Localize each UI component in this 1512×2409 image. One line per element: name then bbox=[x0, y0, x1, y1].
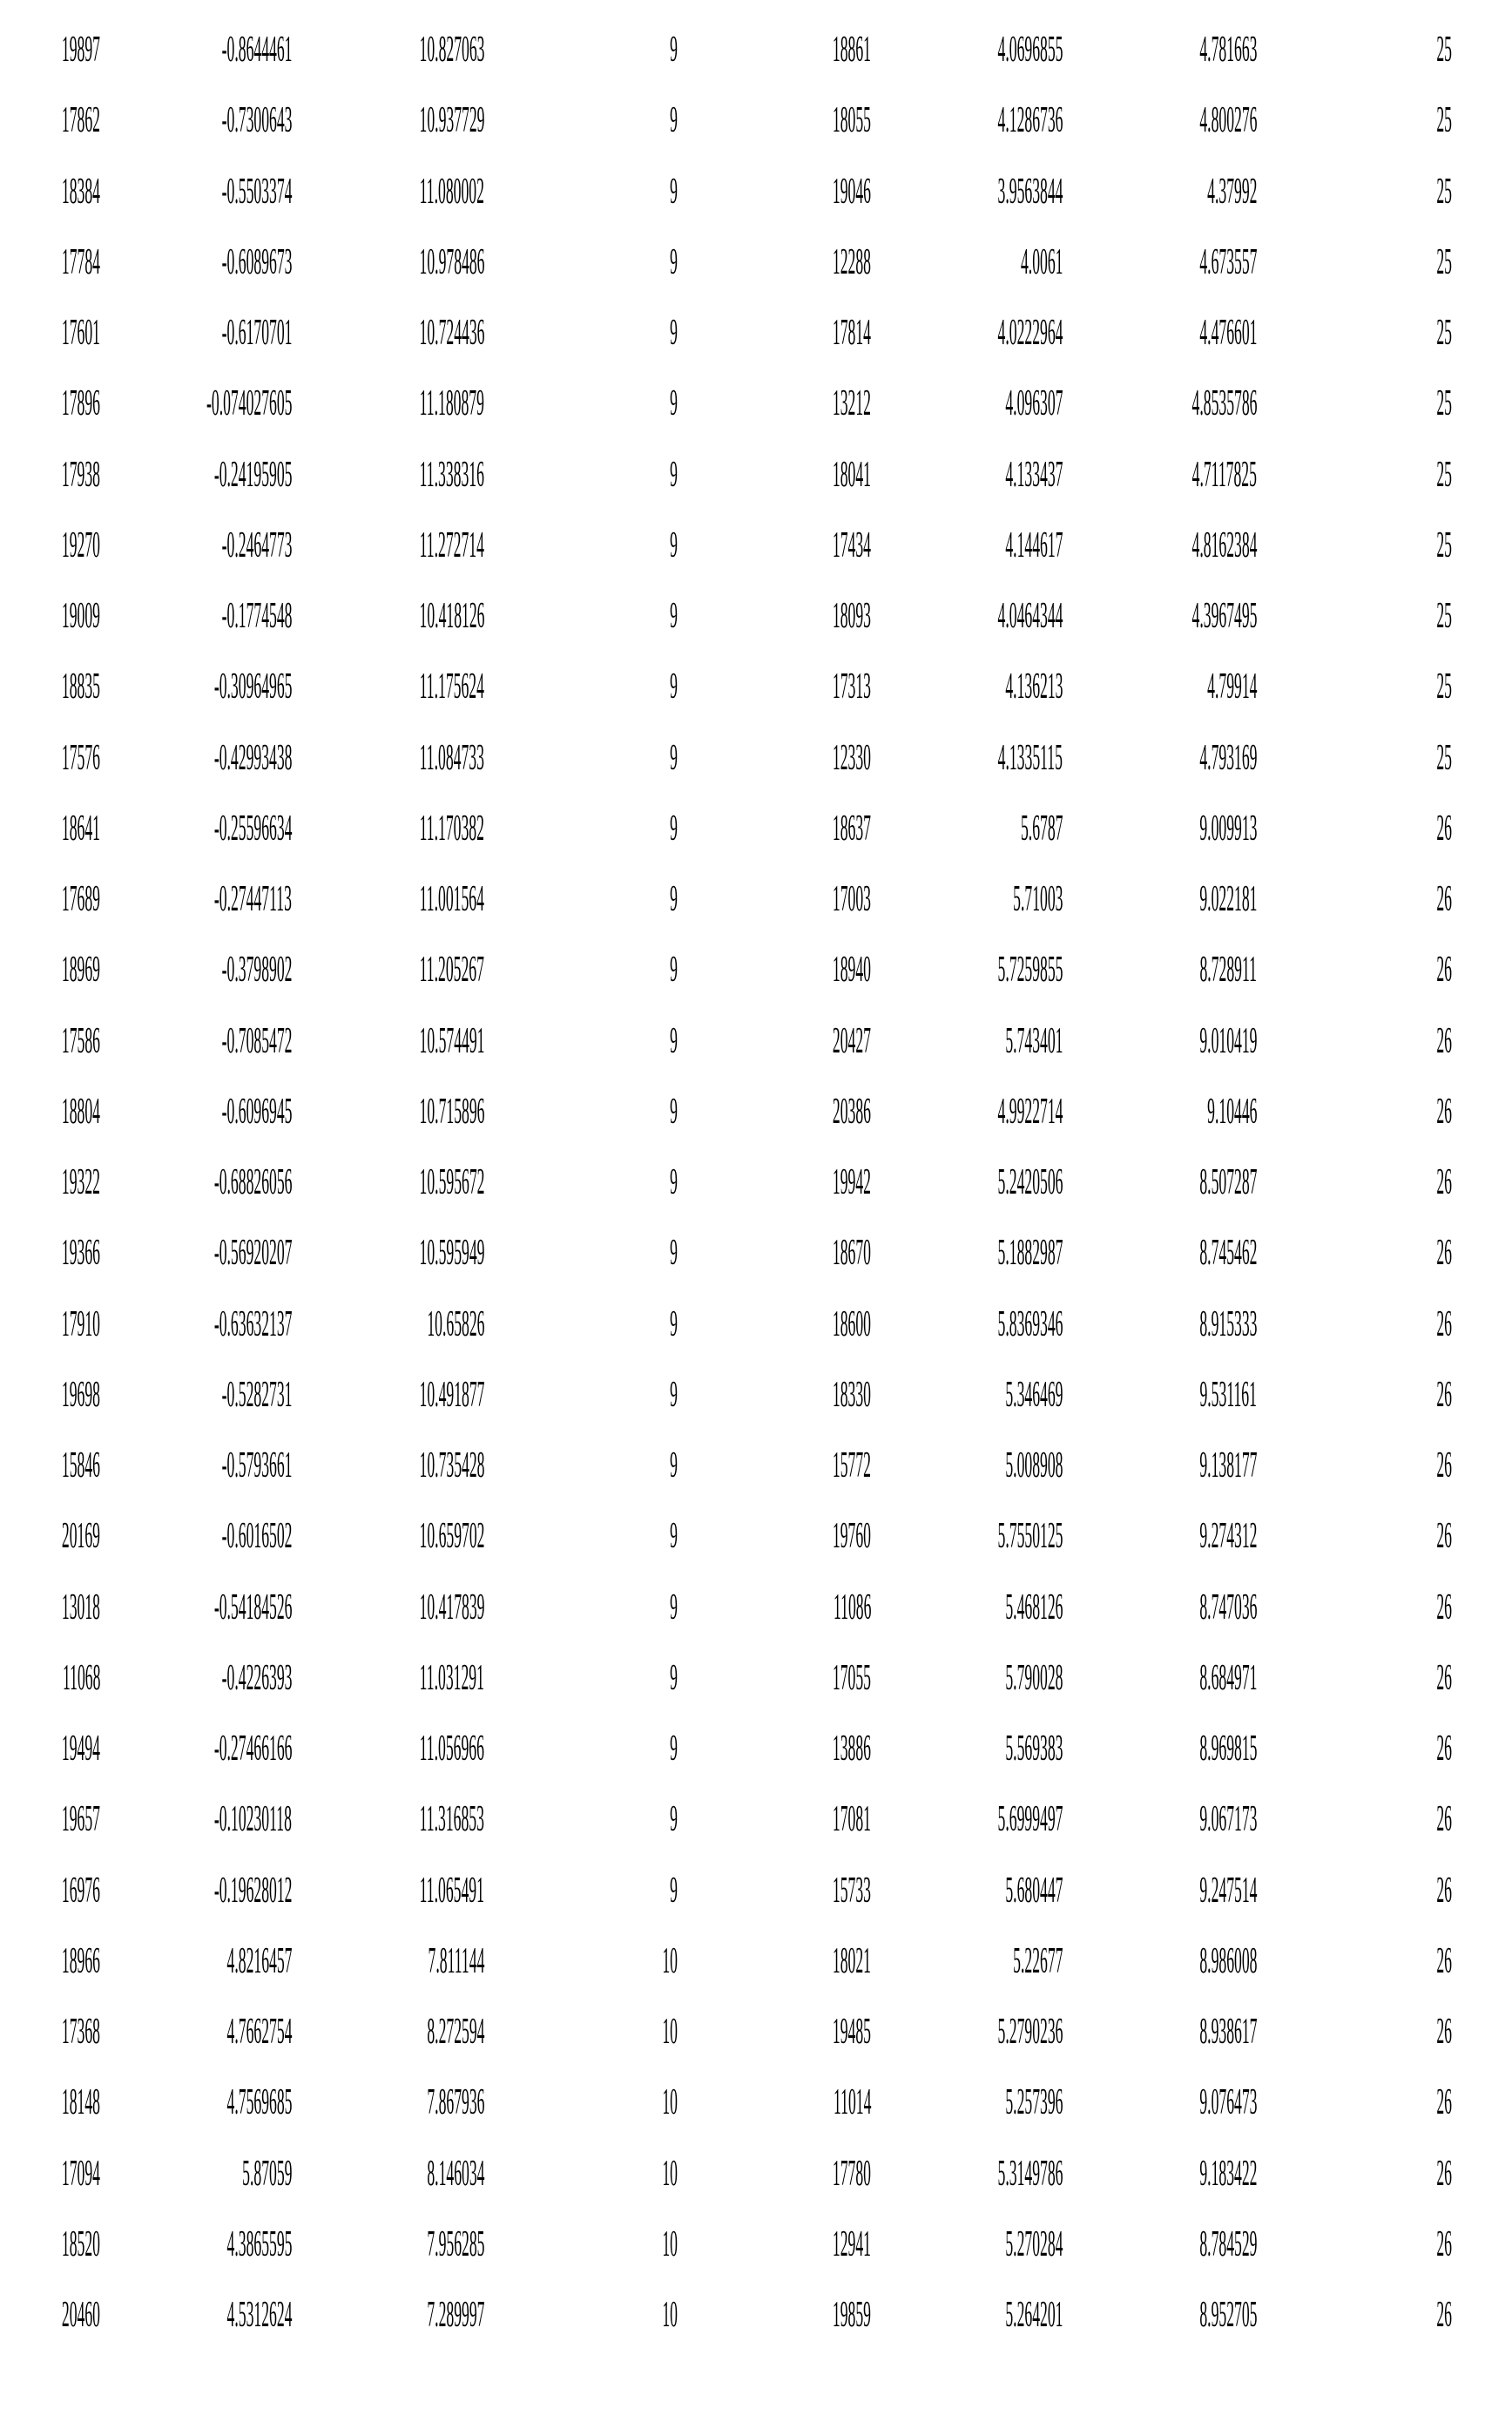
cell-x-a: -0.30964965 bbox=[213, 668, 292, 705]
cell-x-a: -0.56920207 bbox=[213, 1235, 292, 1271]
cell-cluster-a: 9 bbox=[670, 881, 678, 917]
cell-id-a: 17601 bbox=[62, 315, 100, 351]
cell-y-b: 4.3967495 bbox=[1191, 598, 1257, 634]
cell-y-a: 11.205267 bbox=[420, 951, 484, 988]
cell-x-b: 5.2790236 bbox=[997, 2013, 1063, 2050]
cell-cluster-b: 25 bbox=[1436, 173, 1452, 210]
cell-x-b: 5.8369346 bbox=[997, 1306, 1063, 1343]
cell-cluster-a: 10 bbox=[662, 2226, 678, 2263]
cell-x-b: 5.6999497 bbox=[997, 1801, 1063, 1837]
cell-cluster-b: 26 bbox=[1436, 1235, 1452, 1271]
cell-cluster-a: 9 bbox=[670, 1306, 678, 1343]
cell-y-a: 11.001564 bbox=[420, 881, 484, 917]
cell-id-b: 18940 bbox=[833, 951, 871, 988]
cell-y-a: 11.031291 bbox=[420, 1660, 484, 1696]
cell-y-b: 4.7117825 bbox=[1192, 457, 1257, 493]
cell-id-b: 11014 bbox=[834, 2084, 871, 2121]
cell-x-a: 5.87059 bbox=[242, 2155, 292, 2192]
cell-id-b: 18055 bbox=[833, 102, 871, 139]
cell-id-a: 17862 bbox=[62, 102, 100, 139]
cell-cluster-b: 26 bbox=[1436, 951, 1452, 988]
cell-cluster-b: 26 bbox=[1436, 1872, 1452, 1909]
cell-x-a: -0.19628012 bbox=[213, 1872, 292, 1909]
cell-y-b: 4.8535786 bbox=[1191, 385, 1257, 422]
cell-x-a: -0.1774548 bbox=[221, 598, 292, 634]
cell-x-b: 4.133437 bbox=[1005, 457, 1063, 493]
cell-id-b: 19942 bbox=[833, 1164, 871, 1201]
cell-cluster-a: 9 bbox=[670, 598, 678, 634]
cell-cluster-b: 26 bbox=[1436, 1023, 1452, 1059]
cell-x-a: -0.54184526 bbox=[213, 1589, 292, 1626]
cell-x-b: 5.264201 bbox=[1005, 2297, 1063, 2333]
cell-x-b: 3.9563844 bbox=[997, 173, 1063, 210]
cell-id-b: 20427 bbox=[833, 1023, 871, 1059]
cell-cluster-a: 9 bbox=[670, 244, 678, 281]
cell-x-a: -0.5793661 bbox=[221, 1447, 292, 1484]
cell-id-a: 11068 bbox=[63, 1660, 100, 1696]
cell-cluster-a: 9 bbox=[670, 740, 678, 776]
cell-cluster-b: 25 bbox=[1436, 385, 1452, 422]
cell-id-a: 17910 bbox=[62, 1306, 100, 1343]
cell-y-a: 10.735428 bbox=[419, 1447, 484, 1484]
cell-y-b: 8.507287 bbox=[1199, 1164, 1257, 1201]
cell-cluster-a: 9 bbox=[670, 527, 678, 564]
cell-id-a: 17896 bbox=[62, 385, 100, 422]
cell-cluster-b: 25 bbox=[1436, 598, 1452, 634]
cell-y-b: 8.784529 bbox=[1199, 2226, 1257, 2263]
cell-y-b: 8.728911 bbox=[1199, 951, 1257, 988]
cell-id-a: 18641 bbox=[62, 810, 100, 847]
cell-y-b: 4.781663 bbox=[1199, 31, 1257, 68]
cell-id-b: 18093 bbox=[833, 598, 871, 634]
cell-cluster-a: 9 bbox=[670, 1589, 678, 1626]
cell-x-b: 4.9922714 bbox=[997, 1093, 1063, 1130]
cell-id-b: 17434 bbox=[833, 527, 871, 564]
cell-id-b: 17081 bbox=[833, 1801, 871, 1837]
cell-x-a: -0.63632137 bbox=[213, 1306, 292, 1343]
cell-y-a: 7.811144 bbox=[428, 1943, 484, 1979]
cell-y-a: 10.659702 bbox=[419, 1518, 484, 1554]
cell-y-b: 4.476601 bbox=[1199, 315, 1257, 351]
cell-cluster-b: 26 bbox=[1436, 1518, 1452, 1554]
cell-id-b: 18330 bbox=[833, 1377, 871, 1413]
cell-x-b: 4.1335115 bbox=[998, 740, 1063, 776]
cell-cluster-b: 25 bbox=[1436, 457, 1452, 493]
cell-x-a: 4.8216457 bbox=[226, 1943, 292, 1979]
cell-cluster-b: 25 bbox=[1436, 102, 1452, 139]
cell-cluster-b: 26 bbox=[1436, 1801, 1452, 1837]
cell-cluster-a: 10 bbox=[662, 1943, 678, 1979]
cell-x-a: -0.7085472 bbox=[221, 1023, 292, 1059]
cell-y-a: 11.080002 bbox=[420, 173, 484, 210]
cell-x-a: 4.7662754 bbox=[226, 2013, 292, 2050]
cell-cluster-a: 9 bbox=[670, 1377, 678, 1413]
cell-x-a: -0.3798902 bbox=[221, 951, 292, 988]
cell-cluster-a: 9 bbox=[670, 951, 678, 988]
cell-cluster-a: 10 bbox=[662, 2297, 678, 2333]
cell-cluster-a: 9 bbox=[670, 1730, 678, 1767]
cell-y-b: 4.8162384 bbox=[1191, 527, 1257, 564]
cell-id-b: 12288 bbox=[833, 244, 871, 281]
cell-id-a: 17368 bbox=[62, 2013, 100, 2050]
cell-y-b: 9.274312 bbox=[1199, 1518, 1257, 1554]
cell-id-b: 17313 bbox=[833, 668, 871, 705]
cell-cluster-b: 26 bbox=[1436, 1589, 1452, 1626]
cell-y-a: 7.956285 bbox=[427, 2226, 484, 2263]
cell-id-b: 11086 bbox=[834, 1589, 871, 1626]
cell-cluster-b: 26 bbox=[1436, 1447, 1452, 1484]
cell-cluster-a: 9 bbox=[670, 1164, 678, 1201]
cell-y-a: 10.595949 bbox=[419, 1235, 484, 1271]
cell-cluster-b: 26 bbox=[1436, 881, 1452, 917]
cell-x-b: 5.7259855 bbox=[997, 951, 1063, 988]
cell-id-b: 19485 bbox=[833, 2013, 871, 2050]
cell-id-a: 20460 bbox=[62, 2297, 100, 2333]
cell-id-a: 13018 bbox=[62, 1589, 100, 1626]
cell-x-a: -0.25596634 bbox=[213, 810, 292, 847]
cell-x-a: -0.074027605 bbox=[206, 385, 292, 422]
cell-x-b: 5.257396 bbox=[1005, 2084, 1063, 2121]
cell-x-b: 5.790028 bbox=[1005, 1660, 1063, 1696]
cell-y-a: 10.978486 bbox=[419, 244, 484, 281]
cell-x-a: -0.6096945 bbox=[221, 1093, 292, 1130]
cell-y-a: 10.417839 bbox=[419, 1589, 484, 1626]
cell-cluster-b: 25 bbox=[1436, 244, 1452, 281]
cell-id-a: 19322 bbox=[62, 1164, 100, 1201]
cell-id-b: 13886 bbox=[833, 1730, 871, 1767]
cell-cluster-a: 10 bbox=[662, 2155, 678, 2192]
cell-x-b: 5.3149786 bbox=[997, 2155, 1063, 2192]
cell-x-b: 5.743401 bbox=[1005, 1023, 1063, 1059]
cell-cluster-a: 9 bbox=[670, 1801, 678, 1837]
cell-x-b: 5.71003 bbox=[1013, 881, 1063, 917]
cell-x-b: 5.569383 bbox=[1005, 1730, 1063, 1767]
cell-cluster-b: 25 bbox=[1436, 527, 1452, 564]
cell-id-b: 18670 bbox=[833, 1235, 871, 1271]
cell-y-b: 9.022181 bbox=[1199, 881, 1257, 917]
cell-cluster-a: 9 bbox=[670, 31, 678, 68]
cell-id-a: 20169 bbox=[62, 1518, 100, 1554]
cell-y-a: 11.065491 bbox=[420, 1872, 484, 1909]
cell-y-b: 8.952705 bbox=[1199, 2297, 1257, 2333]
cell-cluster-b: 25 bbox=[1436, 31, 1452, 68]
cell-id-a: 17576 bbox=[62, 740, 100, 776]
cell-x-a: -0.68826056 bbox=[213, 1164, 292, 1201]
cell-x-b: 4.0464344 bbox=[997, 598, 1063, 634]
cell-y-b: 9.067173 bbox=[1199, 1801, 1257, 1837]
cell-id-b: 18637 bbox=[833, 810, 871, 847]
cell-y-a: 10.724436 bbox=[419, 315, 484, 351]
cell-id-a: 18966 bbox=[62, 1943, 100, 1979]
cell-id-b: 17780 bbox=[833, 2155, 871, 2192]
cell-y-a: 8.272594 bbox=[427, 2013, 484, 2050]
cell-x-a: -0.5503374 bbox=[221, 173, 292, 210]
cell-x-b: 5.7550125 bbox=[997, 1518, 1063, 1554]
cell-y-a: 11.056966 bbox=[420, 1730, 484, 1767]
cell-id-a: 18969 bbox=[62, 951, 100, 988]
cell-y-a: 10.827063 bbox=[419, 31, 484, 68]
cell-x-b: 4.0222964 bbox=[997, 315, 1063, 351]
cell-id-b: 19046 bbox=[833, 173, 871, 210]
cell-y-b: 9.531161 bbox=[1199, 1377, 1257, 1413]
cell-y-b: 8.684971 bbox=[1199, 1660, 1257, 1696]
cell-y-a: 10.418126 bbox=[419, 598, 484, 634]
cell-cluster-b: 26 bbox=[1436, 1377, 1452, 1413]
cell-id-b: 18600 bbox=[833, 1306, 871, 1343]
cell-y-a: 10.715896 bbox=[419, 1093, 484, 1130]
cell-x-a: -0.8644461 bbox=[221, 31, 292, 68]
cell-cluster-a: 9 bbox=[670, 457, 678, 493]
cell-x-b: 4.096307 bbox=[1005, 385, 1063, 422]
cell-x-a: -0.10230118 bbox=[214, 1801, 292, 1837]
cell-x-b: 4.144617 bbox=[1005, 527, 1063, 564]
cell-id-a: 19009 bbox=[62, 598, 100, 634]
cell-x-a: -0.7300643 bbox=[221, 102, 292, 139]
cell-y-b: 4.673557 bbox=[1199, 244, 1257, 281]
cell-id-a: 19657 bbox=[62, 1801, 100, 1837]
cell-y-b: 9.10446 bbox=[1207, 1093, 1257, 1130]
cell-y-a: 11.316853 bbox=[420, 1801, 484, 1837]
cell-cluster-b: 26 bbox=[1436, 1943, 1452, 1979]
cell-id-a: 15846 bbox=[62, 1447, 100, 1484]
cell-cluster-b: 25 bbox=[1436, 315, 1452, 351]
cell-y-b: 8.986008 bbox=[1199, 1943, 1257, 1979]
cell-x-a: -0.24195905 bbox=[213, 457, 292, 493]
cell-y-b: 4.79914 bbox=[1207, 668, 1257, 705]
cell-cluster-a: 9 bbox=[670, 102, 678, 139]
cell-x-b: 5.008908 bbox=[1005, 1447, 1063, 1484]
cell-cluster-a: 9 bbox=[670, 1093, 678, 1130]
cell-x-a: 4.5312624 bbox=[226, 2297, 292, 2333]
cell-id-a: 19698 bbox=[62, 1377, 100, 1413]
cell-cluster-b: 26 bbox=[1436, 1660, 1452, 1696]
cell-y-a: 8.146034 bbox=[427, 2155, 484, 2192]
cell-cluster-a: 9 bbox=[670, 810, 678, 847]
cell-cluster-a: 9 bbox=[670, 385, 678, 422]
cell-x-a: -0.27447113 bbox=[214, 881, 292, 917]
cell-y-b: 8.745462 bbox=[1199, 1235, 1257, 1271]
cell-id-a: 19270 bbox=[62, 527, 100, 564]
cell-id-b: 15733 bbox=[833, 1872, 871, 1909]
cell-y-a: 10.937729 bbox=[419, 102, 484, 139]
cell-y-a: 11.272714 bbox=[420, 527, 484, 564]
cell-x-a: -0.5282731 bbox=[221, 1377, 292, 1413]
cell-cluster-b: 26 bbox=[1436, 2226, 1452, 2263]
cell-x-a: -0.6170701 bbox=[221, 315, 292, 351]
cell-y-b: 9.009913 bbox=[1199, 810, 1257, 847]
cell-y-b: 9.138177 bbox=[1199, 1447, 1257, 1484]
cell-cluster-b: 25 bbox=[1436, 668, 1452, 705]
cell-y-a: 10.595672 bbox=[419, 1164, 484, 1201]
cell-x-b: 4.136213 bbox=[1005, 668, 1063, 705]
cell-cluster-b: 26 bbox=[1436, 2297, 1452, 2333]
cell-cluster-a: 9 bbox=[670, 315, 678, 351]
cell-y-a: 7.289997 bbox=[427, 2297, 484, 2333]
cell-cluster-a: 10 bbox=[662, 2084, 678, 2121]
cell-cluster-b: 26 bbox=[1436, 2013, 1452, 2050]
cell-x-a: 4.7569685 bbox=[226, 2084, 292, 2121]
cell-id-a: 19366 bbox=[62, 1235, 100, 1271]
cell-y-b: 8.969815 bbox=[1199, 1730, 1257, 1767]
cell-y-a: 10.491877 bbox=[419, 1377, 484, 1413]
cell-x-b: 5.468126 bbox=[1005, 1589, 1063, 1626]
cell-id-a: 17784 bbox=[62, 244, 100, 281]
data-table bbox=[0, 0, 1512, 2409]
cell-id-b: 13212 bbox=[833, 385, 871, 422]
cell-x-b: 4.1286736 bbox=[997, 102, 1063, 139]
cell-id-a: 18148 bbox=[62, 2084, 100, 2121]
cell-id-b: 18021 bbox=[833, 1943, 871, 1979]
cell-id-b: 17055 bbox=[833, 1660, 871, 1696]
cell-y-a: 10.574491 bbox=[419, 1023, 484, 1059]
cell-cluster-a: 9 bbox=[670, 1023, 678, 1059]
cell-x-a: -0.2464773 bbox=[221, 527, 292, 564]
cell-x-b: 5.680447 bbox=[1005, 1872, 1063, 1909]
cell-cluster-b: 26 bbox=[1436, 1730, 1452, 1767]
cell-id-a: 18520 bbox=[62, 2226, 100, 2263]
cell-id-b: 19859 bbox=[833, 2297, 871, 2333]
cell-x-b: 5.6787 bbox=[1020, 810, 1063, 847]
cell-x-b: 5.346469 bbox=[1005, 1377, 1063, 1413]
cell-cluster-a: 9 bbox=[670, 1660, 678, 1696]
cell-cluster-b: 26 bbox=[1436, 1164, 1452, 1201]
cell-id-b: 18041 bbox=[833, 457, 871, 493]
cell-cluster-b: 26 bbox=[1436, 2084, 1452, 2121]
cell-id-b: 17003 bbox=[833, 881, 871, 917]
cell-x-a: -0.4226393 bbox=[221, 1660, 292, 1696]
cell-y-b: 4.37992 bbox=[1207, 173, 1257, 210]
cell-y-a: 11.180879 bbox=[420, 385, 484, 422]
cell-id-a: 19897 bbox=[62, 31, 100, 68]
cell-y-b: 8.938617 bbox=[1199, 2013, 1257, 2050]
cell-y-b: 9.010419 bbox=[1199, 1023, 1257, 1059]
cell-cluster-a: 9 bbox=[670, 173, 678, 210]
cell-id-a: 17094 bbox=[62, 2155, 100, 2192]
cell-y-b: 8.915333 bbox=[1199, 1306, 1257, 1343]
cell-y-b: 8.747036 bbox=[1199, 1589, 1257, 1626]
cell-cluster-a: 9 bbox=[670, 1872, 678, 1909]
cell-x-b: 5.22677 bbox=[1013, 1943, 1063, 1979]
cell-y-b: 4.800276 bbox=[1199, 102, 1257, 139]
cell-x-b: 4.0696855 bbox=[997, 31, 1063, 68]
cell-cluster-a: 9 bbox=[670, 1518, 678, 1554]
cell-x-b: 5.270284 bbox=[1005, 2226, 1063, 2263]
cell-id-b: 12941 bbox=[833, 2226, 871, 2263]
cell-cluster-b: 26 bbox=[1436, 1306, 1452, 1343]
cell-y-b: 4.793169 bbox=[1199, 740, 1257, 776]
cell-id-b: 17814 bbox=[833, 315, 871, 351]
cell-x-a: -0.6016502 bbox=[221, 1518, 292, 1554]
cell-id-b: 20386 bbox=[833, 1093, 871, 1130]
cell-id-b: 19760 bbox=[833, 1518, 871, 1554]
cell-id-a: 18384 bbox=[62, 173, 100, 210]
cell-cluster-a: 10 bbox=[662, 2013, 678, 2050]
cell-y-a: 11.175624 bbox=[420, 668, 484, 705]
cell-x-b: 5.2420506 bbox=[997, 1164, 1063, 1201]
cell-id-a: 19494 bbox=[62, 1730, 100, 1767]
cell-id-a: 17689 bbox=[62, 881, 100, 917]
cell-x-b: 5.1882987 bbox=[997, 1235, 1063, 1271]
cell-y-b: 9.183422 bbox=[1199, 2155, 1257, 2192]
cell-y-a: 10.65826 bbox=[427, 1306, 484, 1343]
cell-y-a: 11.084733 bbox=[420, 740, 484, 776]
cell-cluster-a: 9 bbox=[670, 668, 678, 705]
cell-x-a: -0.6089673 bbox=[221, 244, 292, 281]
cell-cluster-b: 25 bbox=[1436, 740, 1452, 776]
cell-y-a: 11.170382 bbox=[420, 810, 484, 847]
cell-id-b: 18861 bbox=[833, 31, 871, 68]
cell-id-b: 15772 bbox=[833, 1447, 871, 1484]
cell-id-b: 12330 bbox=[833, 740, 871, 776]
cell-x-a: -0.42993438 bbox=[213, 740, 292, 776]
cell-x-a: 4.3865595 bbox=[226, 2226, 292, 2263]
cell-cluster-a: 9 bbox=[670, 1447, 678, 1484]
cell-y-b: 9.247514 bbox=[1199, 1872, 1257, 1909]
cell-id-a: 18835 bbox=[62, 668, 100, 705]
cell-y-b: 9.076473 bbox=[1199, 2084, 1257, 2121]
cell-cluster-b: 26 bbox=[1436, 1093, 1452, 1130]
cell-x-b: 4.0061 bbox=[1020, 244, 1063, 281]
cell-id-a: 16976 bbox=[62, 1872, 100, 1909]
cell-x-a: -0.27466166 bbox=[213, 1730, 292, 1767]
cell-id-a: 17586 bbox=[62, 1023, 100, 1059]
cell-cluster-a: 9 bbox=[670, 1235, 678, 1271]
cell-y-a: 11.338316 bbox=[420, 457, 484, 493]
cell-id-a: 17938 bbox=[62, 457, 100, 493]
cell-y-a: 7.867936 bbox=[427, 2084, 484, 2121]
cell-cluster-b: 26 bbox=[1436, 810, 1452, 847]
cell-id-a: 18804 bbox=[62, 1093, 100, 1130]
cell-cluster-b: 26 bbox=[1436, 2155, 1452, 2192]
